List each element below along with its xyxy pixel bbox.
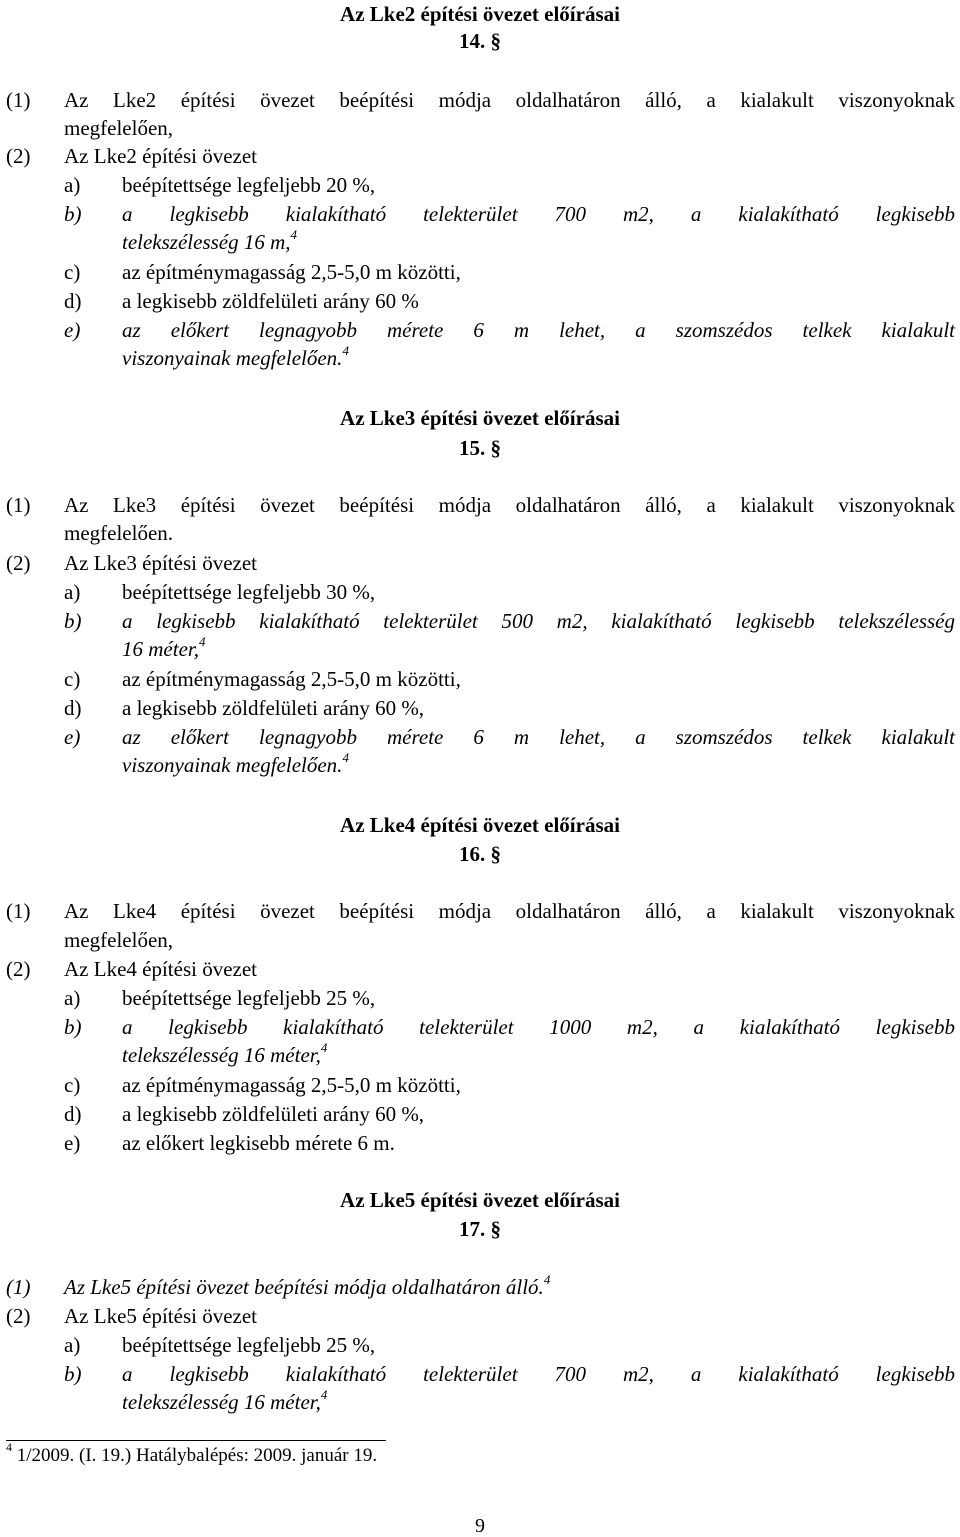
item-label: d): [64, 289, 82, 313]
paragraph-text: megfelelően,: [64, 116, 174, 140]
paragraph-text: [64, 1273, 550, 1301]
item-text: a legkisebb kialakítható telekterület 700 m2, a kialakítható legkisebb: [122, 202, 955, 226]
paragraph-label: (1): [6, 88, 31, 112]
paragraph-label: (1): [6, 1275, 31, 1299]
item-text: [122, 344, 349, 372]
item-text: a legkisebb kialakítható telekterület 700 m2, a kialakítható legkisebb: [122, 1362, 955, 1386]
item-label: a): [64, 1333, 81, 1357]
paragraph-label: (2): [6, 144, 31, 168]
item-text-line: 16 méter,: [122, 637, 199, 661]
item-text-line: telekszélesség 16 méter,: [122, 1043, 321, 1067]
footnote-ref[interactable]: 4: [320, 1387, 328, 1402]
item-text: az előkert legnagyobb mérete 6 m lehet, a szomszédos telkek kialakult: [122, 318, 955, 342]
footnote-ref[interactable]: 4: [320, 1040, 328, 1055]
item-text: beépítettsége legfeljebb 25 %,: [122, 1333, 376, 1357]
paragraph-text: Az Lke4 építési övezet beépítési módja oldalhatáron álló, a kialakult viszonyoknak: [64, 899, 955, 923]
item-label: e): [64, 1131, 81, 1155]
footnote-separator: [6, 1440, 386, 1441]
item-text: az előkert legkisebb mérete 6 m.: [122, 1131, 395, 1155]
section-number: 17. §: [459, 1217, 501, 1241]
item-label: d): [64, 1102, 82, 1126]
item-text: beépítettsége legfeljebb 25 %,: [122, 986, 376, 1010]
page-number: 9: [475, 1515, 485, 1537]
item-text: [122, 1041, 327, 1069]
item-text: az előkert legnagyobb mérete 6 m lehet, a szomszédos telkek kialakult: [122, 725, 955, 749]
item-label: a): [64, 173, 81, 197]
item-text: [122, 1388, 327, 1416]
footnote-ref[interactable]: 4: [342, 343, 349, 358]
footnote-text: 1/2009. (I. 19.) Hatálybalépés: 2009. január 19.: [16, 1445, 378, 1466]
item-text-line: telekszélesség 16 méter,: [122, 1390, 321, 1414]
item-label: e): [64, 725, 81, 749]
item-label: a): [64, 986, 81, 1010]
paragraph-text-line: Az Lke5 építési övezet beépítési módja oldalhatáron álló.: [64, 1275, 544, 1299]
item-text: [122, 228, 297, 256]
item-text-line: viszonyainak megfelelően.: [122, 346, 343, 370]
paragraph-label: (2): [6, 957, 31, 981]
item-text: a legkisebb kialakítható telekterület 500 m2, kialakítható legkisebb telekszélesség: [122, 609, 955, 633]
paragraph-text: Az Lke5 építési övezet: [64, 1304, 257, 1328]
item-text-line: viszonyainak megfelelően.: [122, 753, 343, 777]
paragraph-text: Az Lke3 építési övezet: [64, 551, 257, 575]
paragraph-label: (2): [6, 551, 31, 575]
item-label: c): [64, 667, 81, 691]
item-text: a legkisebb zöldfelületi arány 60 %: [122, 289, 419, 313]
item-text: az építménymagasság 2,5-5,0 m közötti,: [122, 667, 461, 691]
item-text: beépítettsége legfeljebb 20 %,: [122, 173, 376, 197]
paragraph-text: Az Lke4 építési övezet: [64, 957, 257, 981]
paragraph-label: (2): [6, 1304, 31, 1328]
item-label: b): [64, 609, 82, 633]
item-text: a legkisebb zöldfelületi arány 60 %,: [122, 696, 425, 720]
section-title: Az Lke2 építési övezet előírásai: [340, 2, 620, 26]
paragraph-text: Az Lke2 építési övezet: [64, 144, 257, 168]
item-label: a): [64, 580, 81, 604]
item-text: [122, 751, 349, 779]
item-label: b): [64, 1362, 82, 1386]
section-number: 16. §: [459, 842, 501, 866]
item-label: c): [64, 260, 81, 284]
item-text-line: telekszélesség 16 m,: [122, 230, 291, 254]
paragraph-text: megfelelően,: [64, 928, 174, 952]
paragraph-text: Az Lke3 építési övezet beépítési módja oldalhatáron álló, a kialakult viszonyoknak: [64, 493, 955, 517]
footnote-ref[interactable]: 4: [543, 1272, 551, 1287]
footnote: [6, 1439, 378, 1469]
paragraph-text: Az Lke2 építési övezet beépítési módja oldalhatáron álló, a kialakult viszonyoknak: [64, 88, 955, 112]
item-label: b): [64, 202, 82, 226]
item-text: az építménymagasság 2,5-5,0 m közötti,: [122, 1073, 461, 1097]
paragraph-label: (1): [6, 493, 31, 517]
item-label: c): [64, 1073, 81, 1097]
item-text: [122, 635, 206, 663]
item-text: az építménymagasság 2,5-5,0 m közötti,: [122, 260, 461, 284]
item-label: e): [64, 318, 81, 342]
item-text: beépítettsége legfeljebb 30 %,: [122, 580, 376, 604]
section-title: Az Lke3 építési övezet előírásai: [340, 406, 620, 430]
item-label: d): [64, 696, 82, 720]
footnote-ref[interactable]: 4: [199, 634, 206, 649]
footnote-ref[interactable]: 4: [342, 750, 349, 765]
item-label: b): [64, 1015, 82, 1039]
section-title: Az Lke5 építési övezet előírásai: [340, 1188, 620, 1212]
footnote-ref[interactable]: 4: [290, 227, 298, 242]
section-title: Az Lke4 építési övezet előírásai: [340, 813, 620, 837]
footnote-mark: 4: [6, 1439, 12, 1454]
item-text: a legkisebb zöldfelületi arány 60 %,: [122, 1102, 425, 1126]
paragraph-text: megfelelően.: [64, 521, 174, 545]
section-number: 15. §: [459, 436, 501, 460]
paragraph-label: (1): [6, 899, 31, 923]
section-number: 14. §: [459, 29, 501, 53]
item-text: a legkisebb kialakítható telekterület 1000 m2, a kialakítható legkisebb: [122, 1015, 955, 1039]
